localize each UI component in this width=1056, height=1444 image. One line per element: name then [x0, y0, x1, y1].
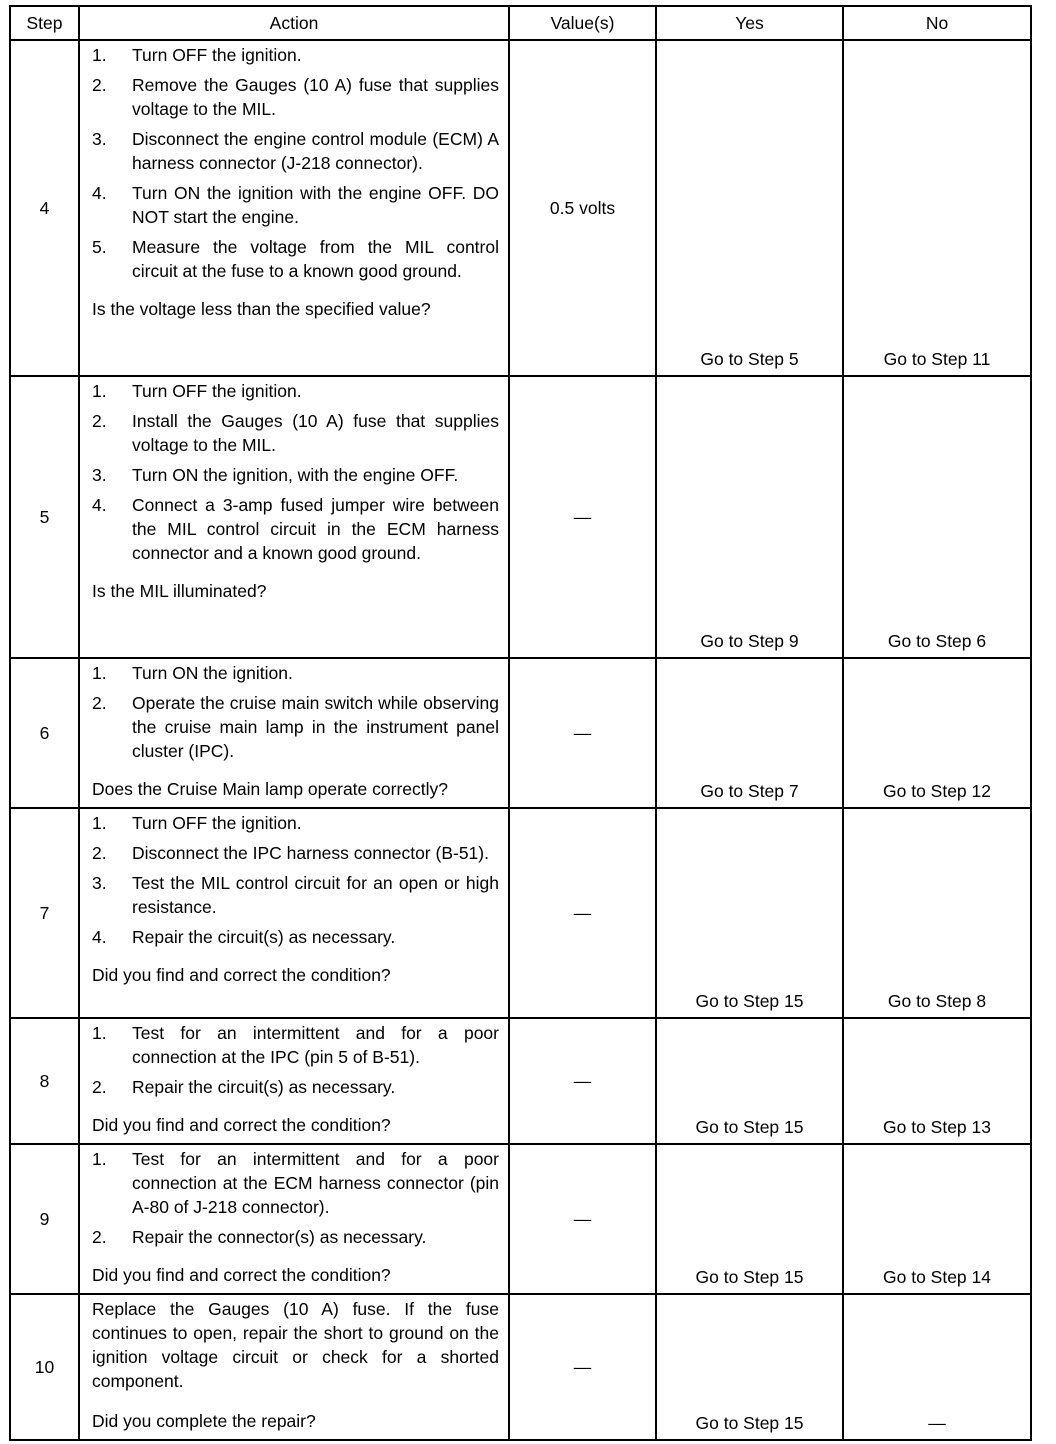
action-item — [92, 181, 499, 229]
action-item-text: Turn OFF the ignition. — [132, 381, 302, 401]
action-item-text: Turn ON the ignition, with the engine OFF. — [132, 465, 459, 485]
action-list — [92, 1021, 499, 1099]
yes-cell: Go to Step 7 — [656, 658, 843, 808]
action-item — [92, 691, 499, 763]
yes-cell: Go to Step 9 — [656, 376, 843, 658]
action-question: Did you find and correct the condition? — [92, 965, 391, 985]
action-question: Did you find and correct the condition? — [92, 1265, 391, 1285]
action-item-number: 4. — [92, 927, 107, 947]
action-item-text: Turn OFF the ignition. — [132, 45, 302, 65]
yes-cell: Go to Step 5 — [656, 40, 843, 376]
action-list — [92, 1147, 499, 1249]
action-item-text: Repair the circuit(s) as necessary. — [132, 927, 396, 947]
action-list — [92, 43, 499, 283]
action-item-number: 2. — [92, 1227, 107, 1247]
step-cell: 6 — [10, 658, 79, 808]
header-action: Action — [79, 6, 509, 40]
action-cell — [79, 376, 509, 658]
action-item-number: 4. — [92, 495, 107, 515]
action-question: Did you complete the repair? — [92, 1411, 316, 1431]
action-item-number: 3. — [92, 465, 107, 485]
action-item-text: Turn ON the ignition with the engine OFF. DO NOT start the engine. — [132, 183, 499, 227]
action-item-number: 2. — [92, 693, 107, 713]
action-item-number: 3. — [92, 129, 107, 149]
value-cell: — — [509, 376, 656, 658]
action-item-number: 2. — [92, 75, 107, 95]
action-item-number: 1. — [92, 663, 107, 683]
action-item-text: Test for an intermittent and for a poor connection at the IPC (pin 5 of B-51). — [132, 1023, 499, 1067]
action-question: Is the voltage less than the specified value? — [92, 299, 431, 319]
action-item — [92, 811, 499, 835]
header-step: Step — [10, 6, 79, 40]
step-cell: 8 — [10, 1018, 79, 1144]
action-question: Did you find and correct the condition? — [92, 1115, 391, 1135]
no-cell: Go to Step 14 — [843, 1144, 1031, 1294]
action-item — [92, 409, 499, 457]
action-item-number: 2. — [92, 843, 107, 863]
table-row — [10, 808, 1031, 1018]
action-cell — [79, 808, 509, 1018]
no-cell: Go to Step 13 — [843, 1018, 1031, 1144]
yes-cell: Go to Step 15 — [656, 1294, 843, 1440]
action-item-text: Remove the Gauges (10 A) fuse that supplies voltage to the MIL. — [132, 75, 499, 119]
action-list — [92, 661, 499, 763]
action-item-number: 2. — [92, 1077, 107, 1097]
header-row — [10, 6, 1031, 40]
action-cell — [79, 658, 509, 808]
action-item-text: Turn OFF the ignition. — [132, 813, 302, 833]
action-item — [92, 925, 499, 949]
action-cell — [79, 40, 509, 376]
header-values: Value(s) — [509, 6, 656, 40]
action-list — [92, 811, 499, 949]
yes-cell: Go to Step 15 — [656, 808, 843, 1018]
value-cell: 0.5 volts — [509, 40, 656, 376]
action-item-number: 1. — [92, 381, 107, 401]
table-row — [10, 376, 1031, 658]
yes-cell: Go to Step 15 — [656, 1018, 843, 1144]
action-cell — [79, 1018, 509, 1144]
action-item-number: 1. — [92, 45, 107, 65]
header-yes: Yes — [656, 6, 843, 40]
action-cell — [79, 1144, 509, 1294]
value-cell: — — [509, 1144, 656, 1294]
action-item-text: Repair the connector(s) as necessary. — [132, 1227, 427, 1247]
action-item-text: Repair the circuit(s) as necessary. — [132, 1077, 396, 1097]
action-list — [92, 379, 499, 565]
action-question: Does the Cruise Main lamp operate correctly? — [92, 779, 448, 799]
action-text: Replace the Gauges (10 A) fuse. If the fuse continues to open, repair the short to ground on the ignition voltage circuit or check for a shorted component. — [92, 1299, 499, 1391]
action-item-number: 1. — [92, 813, 107, 833]
action-item-number: 5. — [92, 237, 107, 257]
action-item-text: Disconnect the engine control module (ECM) A harness connector (J-218 connector). — [132, 129, 499, 173]
value-cell: — — [509, 808, 656, 1018]
step-cell: 9 — [10, 1144, 79, 1294]
action-item — [92, 463, 499, 487]
action-item — [92, 1147, 499, 1219]
action-item — [92, 1021, 499, 1069]
no-cell: — — [843, 1294, 1031, 1440]
action-item — [92, 379, 499, 403]
header-no: No — [843, 6, 1031, 40]
table-row — [10, 1144, 1031, 1294]
action-item-number: 1. — [92, 1023, 107, 1043]
action-item — [92, 841, 499, 865]
action-item — [92, 493, 499, 565]
action-cell — [79, 1294, 509, 1440]
action-item-text: Operate the cruise main switch while observing the cruise main lamp in the instrument panel cluster (IPC). — [132, 693, 499, 761]
table-row — [10, 658, 1031, 808]
yes-cell: Go to Step 15 — [656, 1144, 843, 1294]
step-cell: 10 — [10, 1294, 79, 1440]
action-item — [92, 73, 499, 121]
action-item — [92, 1225, 499, 1249]
action-item — [92, 127, 499, 175]
no-cell: Go to Step 8 — [843, 808, 1031, 1018]
action-item-text: Connect a 3-amp fused jumper wire between the MIL control circuit in the ECM harness connector and a known good ground. — [132, 495, 499, 563]
step-cell: 5 — [10, 376, 79, 658]
action-item — [92, 661, 499, 685]
value-cell: — — [509, 1018, 656, 1144]
action-item-text: Install the Gauges (10 A) fuse that supplies voltage to the MIL. — [132, 411, 499, 455]
action-item-number: 3. — [92, 873, 107, 893]
action-item-text: Test for an intermittent and for a poor connection at the ECM harness connector (pin A-80 of J-218 connector). — [132, 1149, 499, 1217]
action-item — [92, 235, 499, 283]
diagnostic-table — [9, 5, 1032, 1441]
action-item — [92, 43, 499, 67]
action-question: Is the MIL illuminated? — [92, 581, 267, 601]
table-row — [10, 1294, 1031, 1440]
value-cell: — — [509, 658, 656, 808]
step-cell: 7 — [10, 808, 79, 1018]
action-item — [92, 1075, 499, 1099]
table-row — [10, 40, 1031, 376]
table-row — [10, 1018, 1031, 1144]
action-item-text: Turn ON the ignition. — [132, 663, 293, 683]
action-item-number: 4. — [92, 183, 107, 203]
step-cell: 4 — [10, 40, 79, 376]
no-cell: Go to Step 6 — [843, 376, 1031, 658]
action-item-text: Disconnect the IPC harness connector (B-51). — [132, 843, 489, 863]
action-item — [92, 871, 499, 919]
action-item-number: 1. — [92, 1149, 107, 1169]
no-cell: Go to Step 11 — [843, 40, 1031, 376]
action-item-text: Measure the voltage from the MIL control circuit at the fuse to a known good ground. — [132, 237, 499, 281]
action-item-text: Test the MIL control circuit for an open or high resistance. — [132, 873, 499, 917]
action-item-number: 2. — [92, 411, 107, 431]
no-cell: Go to Step 12 — [843, 658, 1031, 808]
value-cell: — — [509, 1294, 656, 1440]
